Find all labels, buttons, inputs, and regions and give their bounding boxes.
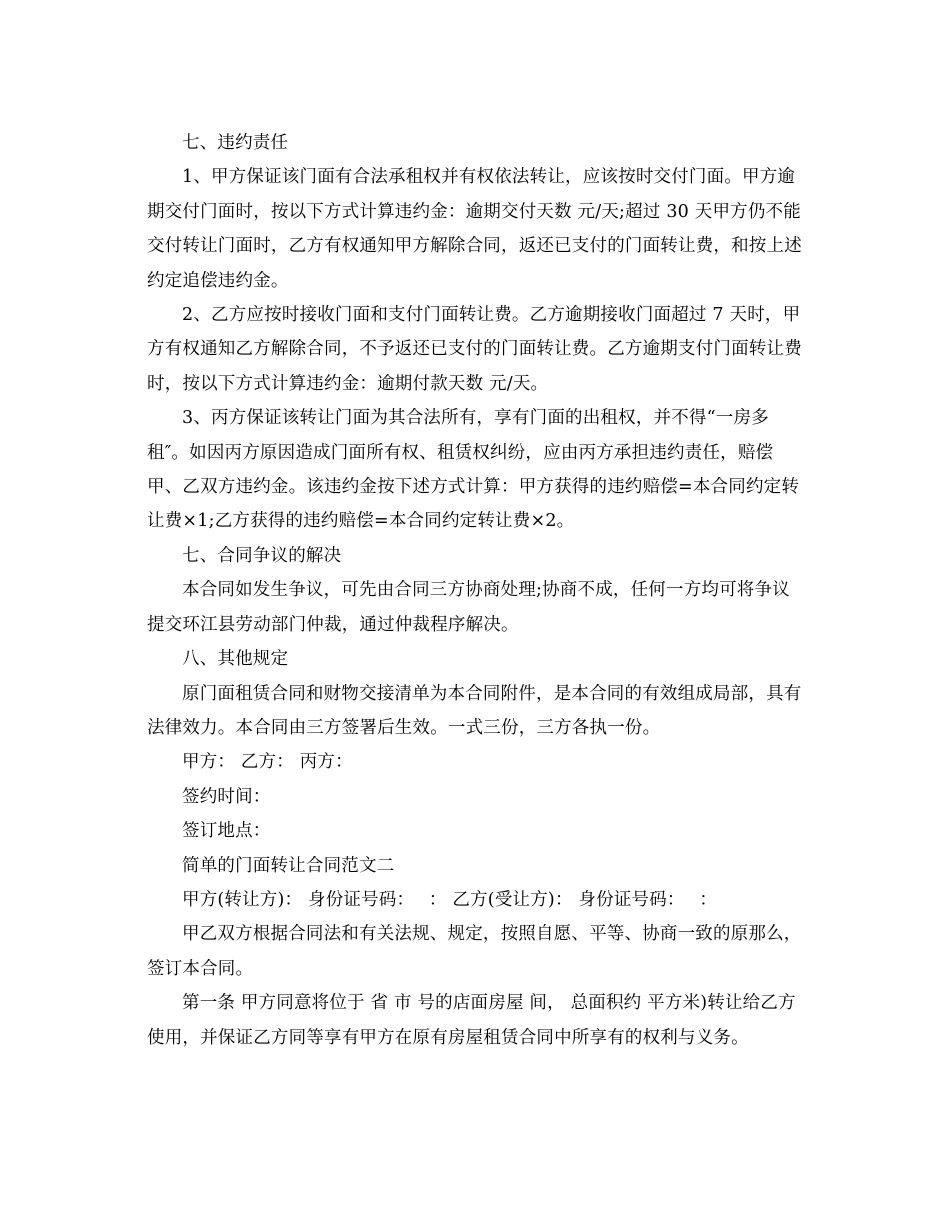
section-heading-dispute-resolution: 七、合同争议的解决 [182, 545, 342, 566]
clause-dispute-resolution: 本合同如发生争议，可先由合同三方协商处理;协商不成，任何一方均可将争议提交环江县劳动部门仲裁，通过仲裁程序解决。 [147, 580, 790, 635]
document-body [147, 126, 807, 1055]
article-one: 第一条 甲方同意将位于 省 市 号的店面房屋 间， 总面积约 平方米)转让给乙方使用，并保证乙方同等享有甲方在原有房屋租赁合同中所享有的权利与义务。 [147, 993, 796, 1048]
signing-place-line: 签订地点： [182, 821, 271, 842]
parties-id-line: 甲方(转让方)： 身份证号码： ： 乙方(受让方)： 身份证号码： ： [182, 889, 718, 910]
clause-party-b-obligation: 2、乙方应按时接收门面和支付门面转让费。乙方逾期接收门面超过 7 天时，甲方有权通知乙方解除合同，不予返还已支付的门面转让费。乙方逾期支付门面转让费时，按以下方式计算违约金：逾期付款天数 元/天。 [147, 305, 802, 394]
section-heading-other-provisions: 八、其他规定 [182, 649, 289, 670]
signing-date-line: 签约时间： [182, 786, 271, 807]
template-two-title: 简单的门面转让合同范文二 [182, 855, 395, 876]
clause-party-a-guarantee: 1、甲方保证该门面有合法承租权并有权依法转让，应该按时交付门面。甲方逾期交付门面时，按以下方式计算违约金：逾期交付天数 元/天;超过 30 天甲方仍不能交付转让门面时，乙方有权通知甲方解除合同，返还已支付的门面转让费，和按上述约定追偿违约金。 [147, 167, 802, 291]
section-heading-breach-liability: 七、违约责任 [182, 133, 289, 153]
clause-other-provisions: 原门面租赁合同和财物交接清单为本合同附件，是本合同的有效组成局部，具有法律效力。本合同由三方签署后生效。一式三份，三方各执一份。 [147, 683, 802, 738]
clause-agreement-basis: 甲乙双方根据合同法和有关法规、规定，按照自愿、平等、协商一致的原那么，签订本合同。 [147, 924, 802, 979]
clause-party-c-guarantee: 3、丙方保证该转让门面为其合法所有，享有门面的出租权，并不得“一房多租″。如因丙方原因造成门面所有权、租赁权纠纷，应由丙方承担违约责任，赔偿甲、乙双方违约金。该违约金按下述方式计算：甲方获得的违约赔偿=本合同约定转让费×1;乙方获得的违约赔偿=本合同约定转让费×2。 [147, 408, 800, 532]
signature-parties-line: 甲方： 乙方： 丙方： [182, 752, 353, 773]
